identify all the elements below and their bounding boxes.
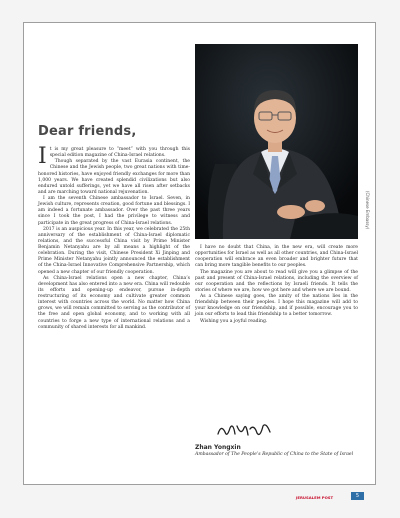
letter-heading: Dear friends, <box>38 124 137 139</box>
publication-footer: JERUSALEM POST <box>296 495 334 500</box>
letter-paragraph: As China-Israel relations open a new chapter, China’s development has also entered into a new era. China will redouble its efforts and opening-up endeavor, pursue in-depth restructuring of its economy and cultivate greater common interest with countries across the world. No matter how China grows, we will remain committed to serving as the contributor of the free and open global economy, and to working with all countries to forge a new type of international relations and a community of shared interests for all mankind. <box>38 275 190 330</box>
signer-title: Ambassador of The People’s Republic of China to the State of Israel <box>195 452 354 457</box>
signer-name: Zhan Yongxin <box>195 444 241 451</box>
letter-column-left <box>38 144 190 331</box>
letter-paragraph: I am the seventh Chinese ambassador to Israel. Seven, in Jewish culture, represents creation, good fortune and blessings. I am indeed a fortunate ambassador. Over the past three years since I took the post, I had the privilege to witness and participate in the great progress of China-Israel relations. <box>38 196 190 226</box>
letter-paragraph: As a Chinese saying goes, the amity of the nations lies in the friendship between their peoples. I hope this magazine will add to your knowledge on our friendship, and if possible, encourage you to join our efforts to lead this friendship to a better tomorrow. <box>195 294 358 318</box>
letter-paragraph: 2017 is an auspicious year. In this year, we celebrated the 25th anniversary of the establishment of China-Israel diplomatic relations, and the successful China visit by Prime Minister Benjamin Netanyahu are by all means a highlight of the celebration. During the visit, Chinese President Xi Jinping and Prime Minister Netanyahu jointly announced the establishment of the China-Israel Innovative Comprehensive Partnership, which opened a new chapter of our friendly cooperation. <box>38 226 190 275</box>
page-number: 5 <box>351 492 364 500</box>
letter-paragraph: The magazine you are about to read will give you a glimpse of the past and present of China-Israel relations, including the overview of our cooperation and the reflections by Israeli friends. It tells the stories of where we are, how we got here and where we are bound. <box>195 269 358 293</box>
handwritten-signature <box>215 420 273 442</box>
photo-credit <box>362 191 370 231</box>
photo-credit-text: (Chinese Embassy) <box>365 191 370 230</box>
drop-cap: I <box>38 144 47 169</box>
letter-paragraph: Wishing you a joyful reading. <box>200 318 268 324</box>
ambassador-photo <box>195 44 358 239</box>
letter-paragraph: Though separated by the vast Eurasia continent, the Chinese and the Jewish people, two great nations with time-honored histories, have enjoyed friendly exchanges for more than 1,000 years. We have created splendid civilizations but also endured untold sufferings, yet we have all risen after setbacks and are marching toward national rejuvenation. <box>38 159 190 195</box>
letter-column-right <box>195 245 358 325</box>
portrait-illustration <box>195 44 358 239</box>
paragraph-text: t is my great pleasure to “meet” with you through this special edition magazine of China-Israel relations. <box>49 147 190 159</box>
letter-paragraph: I have no doubt that China, in the new era, will create more opportunities for Israel as well as all other countries, and China-Israel cooperation will embrace an even broader and brighter future that can bring more tangible benefits to our peoples. <box>195 245 358 269</box>
letter-paragraph <box>38 144 190 169</box>
